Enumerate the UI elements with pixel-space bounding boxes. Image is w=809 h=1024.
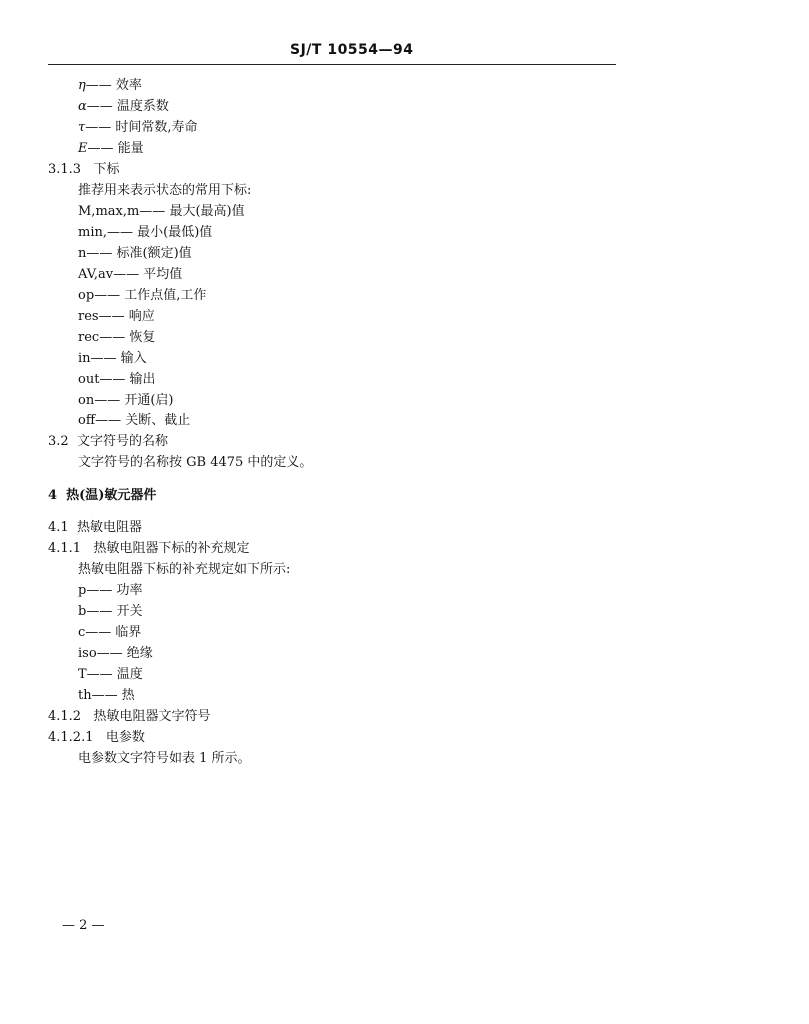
header-rule [48,64,616,65]
section-heading-4-1-2-1 [48,730,145,746]
list-item: rec—— 恢复 [78,330,156,345]
list-item: min,—— 最小(最低)值 [78,225,213,240]
section-number: 4.1 [48,520,69,535]
list-item: AV,av—— 平均值 [78,267,183,282]
section-number: 4 [48,488,58,503]
list-item: M,max,m—— 最大(最高)值 [78,204,245,219]
symbol: α [78,99,87,114]
section-text: 文字符号的名称按 GB 4475 中的定义。 [78,455,313,470]
section-intro: 推荐用来表示状态的常用下标: [78,183,252,198]
symbol-desc: —— 效率 [85,78,142,93]
list-item: b—— 开关 [78,604,143,619]
list-item: in—— 输入 [78,351,147,366]
section-number: 3.1.3 [48,162,82,177]
section-number: 4.1.1 [48,541,82,556]
section-title: 热敏电阻器 [76,520,142,535]
section-title: 下标 [93,162,120,177]
section-number: 4.1.2 [48,709,82,724]
section-heading-3-1-3 [48,162,120,178]
symbol: E [78,141,88,156]
list-item: out—— 输出 [78,372,156,387]
symbol: η [78,78,86,93]
section-title: 文字符号的名称 [76,434,168,449]
page-header-doc-code: SJ/T 10554—94 [290,42,414,58]
symbol-desc: —— 温度系数 [86,99,169,114]
list-item: c—— 临界 [78,625,142,640]
list-item: op—— 工作点值,工作 [78,288,207,303]
section-title: 电参数 [105,730,145,745]
list-item [78,78,142,94]
section-title: 热敏电阻器文字符号 [93,709,211,724]
section-number: 4.1.2.1 [48,730,94,745]
list-item: p—— 功率 [78,583,143,598]
list-item: on—— 开通(启) [78,393,174,408]
symbol: τ [78,120,86,135]
list-item [78,141,144,157]
section-heading-4-1 [48,520,142,536]
list-item: T—— 温度 [78,667,143,682]
list-item [78,99,169,115]
list-item: off—— 关断、截止 [78,413,191,428]
section-title: 热敏电阻器下标的补充规定 [93,541,250,556]
list-item: th—— 热 [78,688,135,703]
section-heading-4 [48,488,156,504]
page-number: — 2 — [62,918,105,933]
section-text: 电参数文字符号如表 1 所示。 [78,751,251,766]
section-intro: 热敏电阻器下标的补充规定如下所示: [78,562,291,577]
section-heading-4-1-2 [48,709,211,725]
section-heading-4-1-1 [48,541,250,557]
section-title: 热(温)敏元器件 [66,488,157,503]
list-item: n—— 标准(额定)值 [78,246,192,261]
list-item: res—— 响应 [78,309,155,324]
list-item: iso—— 绝缘 [78,646,153,661]
symbol-desc: —— 能量 [87,141,144,156]
symbol-desc: —— 时间常数,寿命 [85,120,198,135]
list-item [78,120,197,136]
section-number: 3.2 [48,434,69,449]
section-heading-3-2 [48,434,168,450]
